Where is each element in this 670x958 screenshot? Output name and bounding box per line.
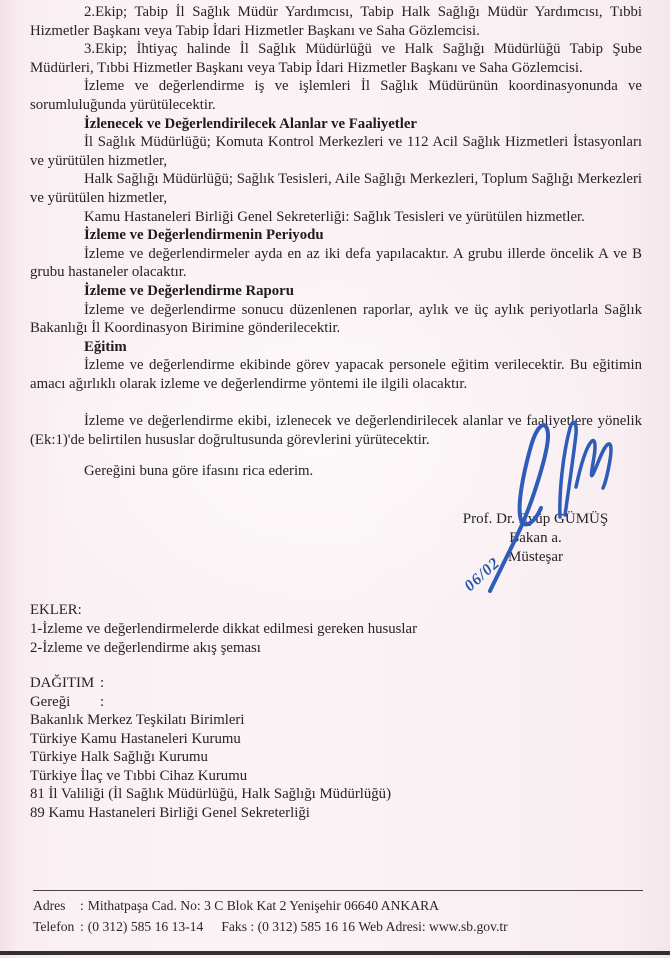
attachment-item: 1-İzleme ve değerlendirmelerde dikkat edilmesi gereken hususlar <box>30 621 418 637</box>
distribution-item: Türkiye Halk Sağlığı Kurumu <box>30 749 208 765</box>
paragraph-koordinasyon: İzleme ve değerlendirme iş ve işlemleri İl Sağlık Müdürünün koordinasyonunda ve sorumluluğunda yürütülecektir. <box>30 78 642 113</box>
distribution-geregi-colon: : <box>100 693 105 710</box>
paragraph-il-saglik: İl Sağlık Müdürlüğü; Komuta Kontrol Merkezleri ve 112 Acil Sağlık Hizmetleri İstasyonları ve yürütülen hizmetler, <box>30 134 642 169</box>
footer-web-value: Web Adresi: www.sb.gov.tr <box>358 918 508 934</box>
letterhead-footer <box>33 890 643 937</box>
attachment-item: 2-İzleme ve değerlendirme akış şeması <box>30 640 261 656</box>
footer-address-colon: : <box>80 898 84 913</box>
distribution-geregi-label: Gereği <box>30 693 71 710</box>
heading-egitim: Eğitim <box>84 338 127 355</box>
footer-phone-label: Telefon <box>33 918 75 934</box>
distribution-item: 81 İl Valiliği (İl Sağlık Müdürlüğü, Halk Sağlığı Müdürlüğü) <box>30 786 391 802</box>
distribution-heading-colon: : <box>100 675 105 691</box>
heading-alanlar: İzlenecek ve Değerlendirilecek Alanlar ve Faaliyetler <box>84 115 417 132</box>
footer-contact-line <box>33 917 643 938</box>
paragraph-ek1: İzleme ve değerlendirme ekibi, izlenecek ve değerlendirilecek alanlar ve faaliyetlere yönelik (Ek:1)'de belirtilen hususlar doğrultusunda görevlerini yürütecektir. <box>30 413 642 448</box>
footer-address-value: Mithatpaşa Cad. No: 3 C Blok Kat 2 Yenişehir 06640 ANKARA <box>87 898 439 913</box>
footer-address-label: Adres <box>33 898 66 913</box>
paragraph-ekip3: 3.Ekip; İhtiyaç halinde İl Sağlık Müdürlüğü ve Halk Sağlığı Müdürlüğü Tabip Şube Müdürleri, Tıbbi Hizmetler Başkanı veya Tabip İdari Hizmetler Başkanı ve Saha Gözlemcisi. <box>30 41 642 76</box>
paragraph-egitim: İzleme ve değerlendirme ekibinde görev yapacak personele eğitim verilecektir. Bu eğitimin amacı ağırlıklı olarak izleme ve değerlendirme yöntemi ile ilgili olacaktır. <box>30 357 642 392</box>
footer-address-line <box>33 896 643 917</box>
paragraph-kamu-hastaneleri: Kamu Hastaneleri Birliği Genel Sekreterliği: Sağlık Tesisleri ve yürütülen hizmetler. <box>84 208 585 225</box>
distribution-geregi-line <box>30 693 391 712</box>
distribution-heading-line <box>30 674 391 693</box>
distribution-item: Türkiye Kamu Hastaneleri Kurumu <box>30 730 241 747</box>
footer-phone-colon: : <box>80 918 84 934</box>
distribution-heading: DAĞITIM <box>30 675 95 691</box>
signatory-title-bakan: Bakan a. <box>509 530 562 547</box>
signatory-name: Prof. Dr. Eyüp GÜMÜŞ <box>462 511 609 527</box>
heading-periyot: İzleme ve Değerlendirmenin Periyodu <box>84 227 324 244</box>
distribution-item: 89 Kamu Hastaneleri Birliği Genel Sekreterliği <box>30 804 310 821</box>
footer-phone-value: (0 312) 585 16 13-14 <box>87 918 204 934</box>
paragraph-ekip2: 2.Ekip; Tabip İl Sağlık Müdür Yardımcısı, Tabip Halk Sağlığı Müdür Yardımcısı, Tıbbi Hizmetler Başkanı veya Tabip İdari Hizmetler Başkanı ve Saha Gözlemcisi. <box>30 4 642 39</box>
signature-block <box>438 510 633 568</box>
distribution-item: Bakanlık Merkez Teşkilatı Birimleri <box>30 712 245 728</box>
paragraph-rapor: İzleme ve değerlendirme sonucu düzenlenen raporlar, aylık ve üç aylık periyotlarla Sağlık Bakanlığı İl Koordinasyon Birimine gönderilecektir. <box>30 301 642 337</box>
attachments-section <box>30 601 417 658</box>
distribution-section <box>30 674 391 822</box>
heading-rapor: İzleme ve Değerlendirme Raporu <box>84 282 294 299</box>
paragraph-geregini: Gereğini buna göre ifasını rica ederim. <box>84 463 314 480</box>
signatory-title-mustesar: Müsteşar <box>508 549 563 566</box>
footer-fax-value: Faks : (0 312) 585 16 16 <box>221 918 355 934</box>
paragraph-halk-sagligi: Halk Sağlığı Müdürlüğü; Sağlık Tesisleri, Aile Sağlığı Merkezleri, Toplum Sağlığı Merkezleri ve yürütülen hizmetler, <box>30 171 642 206</box>
distribution-item: Türkiye İlaç ve Tıbbi Cihaz Kurumu <box>30 767 248 784</box>
attachments-heading: EKLER: <box>30 602 82 618</box>
handwritten-date: 06/02 <box>461 554 504 595</box>
scan-edge <box>0 951 670 955</box>
paragraph-periyot: İzleme ve değerlendirmeler ayda en az iki defa yapılacaktır. A grubu illerde öncelik A ve B grubu hastaneler olacaktır. <box>30 245 642 281</box>
document-body-text <box>30 3 642 481</box>
